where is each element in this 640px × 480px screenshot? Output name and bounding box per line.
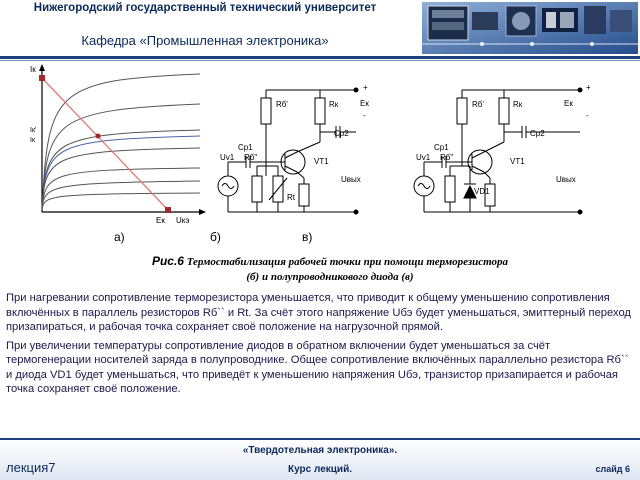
slide-header: [0, 0, 640, 62]
footer-rule: [0, 438, 640, 440]
b-rb2-label: Rб": [244, 153, 258, 162]
c-cp1-label: Ср1: [434, 143, 449, 152]
b-minus-label: -: [363, 111, 366, 120]
b-plus-label: +: [363, 83, 368, 92]
b-uout-label: Uвых: [341, 175, 361, 184]
graph-y-axis-label: Iк: [30, 65, 36, 74]
footer-course-title: «Твердотельная электроника».: [242, 445, 398, 456]
c-uout-label: Uвых: [556, 175, 576, 184]
c-uv1-label: Uv1: [416, 153, 431, 162]
b-cp1-label: Ср1: [238, 143, 253, 152]
figure-diagram: [20, 60, 620, 250]
body-paragraph-1: При нагревании сопротивление терморезистора уменьшается, что приводит к общему уменьшению сопротивления включённых в параллель резисторов Rб`` и Rt. За счёт этого напряжение Uбэ будет уменьшаться, эмиттерный переход призапираться, и рабочая точка сохраняет своё положение на нагрузочной прямой.: [6, 292, 631, 333]
c-rb2-label: Rб": [440, 153, 454, 162]
c-cp2-label: Ср2: [530, 129, 545, 138]
panel-labels: [0, 230, 640, 250]
c-rk-label: Rк: [513, 100, 523, 109]
caption-line-2: (б) и полупроводникового диода (в): [246, 271, 414, 283]
c-vt-label: VT1: [510, 157, 525, 166]
panel-label-c: в): [302, 230, 313, 244]
b-cp2-label: Ср2: [334, 129, 349, 138]
graph-x-tick-e: Eк: [156, 216, 165, 225]
footer-course-subtitle: Курс лекций.: [288, 464, 352, 475]
c-ek-label: Eк: [564, 99, 573, 108]
figure-caption: [60, 254, 600, 285]
body-paragraph-2: При увеличении температуры сопротивление диодов в обратном включении будет уменьшаться за счёт термогенерации носителей заряда в полупроводнике. Общее сопротивление включённых параллельно резистора Rб`` и диода VD1 будет уменьшаться, что приведёт к уменьшению напряжения Uбэ, транзистор призапирается и рабочая точка сохраняет своё положение.: [6, 339, 629, 395]
c-minus-label: -: [586, 111, 589, 120]
c-plus-label: +: [586, 83, 591, 92]
footer-lecture-label: лекция7: [6, 460, 56, 475]
graph-y-tick-2: Iк: [30, 137, 36, 144]
slide-body-text: [6, 291, 632, 401]
b-rb1-label: Rб': [276, 100, 288, 109]
graph-y-tick-1: Iк': [30, 127, 37, 134]
caption-line-1: Термостабилизация рабочей точки при помощи терморезистора: [183, 256, 509, 268]
circuit-thermistor-labels: [220, 83, 369, 202]
b-rt-label: Rt: [287, 193, 295, 202]
footer-slide-number: слайд 6: [595, 464, 630, 474]
panel-label-b: б): [210, 230, 221, 244]
graph-x-axis-label: Uкэ: [176, 216, 190, 225]
slide-footer: [0, 438, 640, 480]
panel-label-a: а): [114, 230, 125, 244]
university-title: Нижегородский государственный технический университет: [33, 2, 377, 14]
b-vt-label: VT1: [314, 157, 329, 166]
b-uv1-label: Uv1: [220, 153, 235, 162]
c-rb1-label: Rб': [472, 100, 484, 109]
header-rule: [0, 56, 640, 59]
header-banner-image: [422, 2, 638, 54]
figure-number: Рис.6: [151, 254, 184, 268]
department-title: Кафедра «Промышленная электроника»: [81, 33, 329, 48]
c-vd-label: VD1: [474, 187, 490, 196]
b-rk-label: Rк: [329, 100, 339, 109]
b-ek-label: Eк: [360, 99, 369, 108]
output-characteristics-graph: [30, 64, 206, 225]
